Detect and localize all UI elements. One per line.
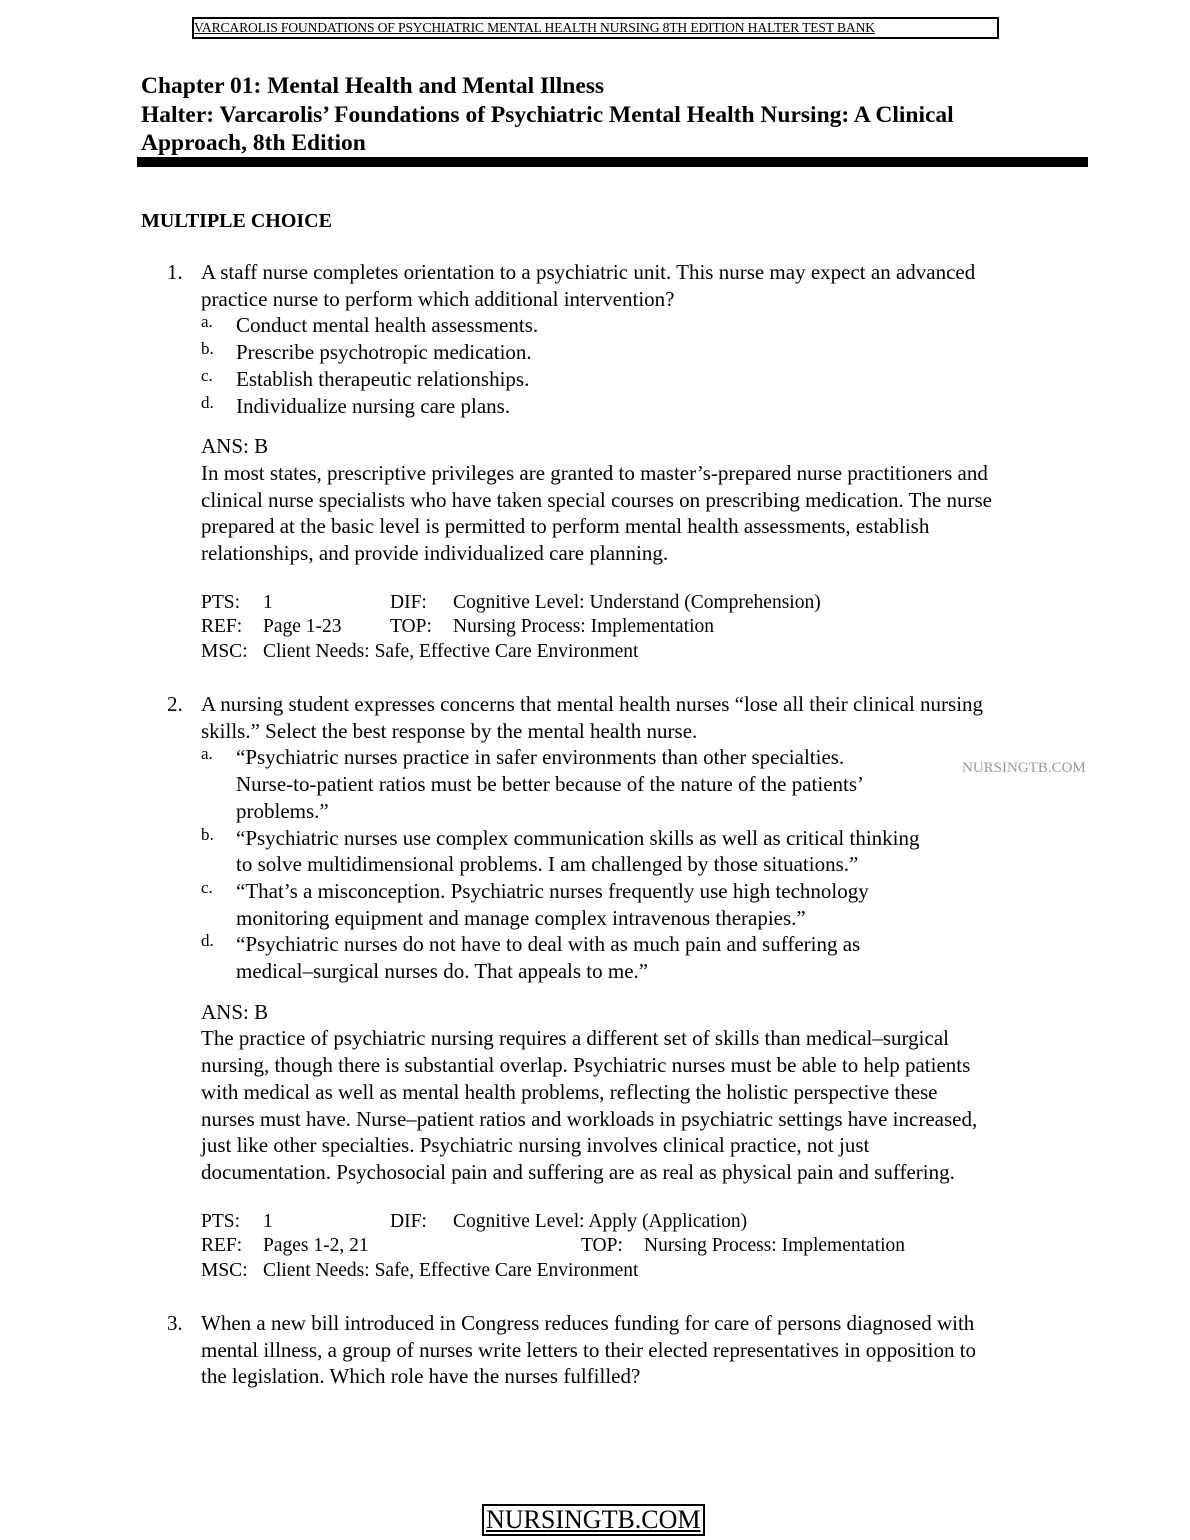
ref-label: REF:: [201, 616, 243, 638]
option-b: [201, 339, 1097, 366]
option-c: [201, 366, 1097, 393]
dif-value: Cognitive Level: Understand (Comprehension): [453, 591, 821, 613]
option-text: Establish therapeutic relationships.: [236, 366, 530, 391]
question-stem: [201, 1310, 1097, 1390]
stem-line: the legislation. Which role have the nurses fulfilled?: [201, 1364, 641, 1389]
option-text: “Psychiatric nurses do not have to deal with as much pain and suffering as: [236, 932, 861, 957]
option-text: Individualize nursing care plans.: [236, 393, 511, 418]
option-text: Prescribe psychotropic medication.: [236, 340, 532, 365]
top-label: TOP:: [390, 616, 432, 638]
msc-label: MSC:: [201, 640, 248, 662]
msc-value: Client Needs: Safe, Effective Care Environment: [263, 640, 639, 662]
rationale-line: relationships, and provide individualized care planning.: [201, 541, 669, 566]
title-line: Chapter 01: Mental Health and Mental Illness: [141, 73, 605, 99]
option-text: Conduct mental health assessments.: [236, 313, 539, 338]
option-b: [201, 825, 1097, 878]
option-text: problems.”: [236, 798, 329, 823]
title-line: Approach, 8th Edition: [141, 130, 366, 156]
stem-line: practice nurse to perform which additional intervention?: [201, 286, 675, 311]
title-divider: [137, 157, 1088, 167]
question-stem: [201, 259, 1097, 312]
question-number: 3.: [167, 1311, 183, 1335]
pts-label: PTS:: [201, 1210, 241, 1232]
msc-value: Client Needs: Safe, Effective Care Environment: [263, 1259, 639, 1281]
stem-line: A nursing student expresses concerns that mental health nurses “lose all their clinical nursing: [201, 692, 984, 716]
top-label: TOP:: [581, 1235, 623, 1257]
rationale-line: clinical nurse specialists who have taken special courses on prescribing medication. The nurse: [201, 487, 992, 512]
option-a: [201, 744, 1097, 824]
rationale-line: prepared at the basic level is permitted to perform mental health assessments, establish: [201, 514, 930, 539]
rationale-line: nursing, though there is substantial overlap. Psychiatric nurses must be able to help patients: [201, 1053, 971, 1078]
dif-value: Cognitive Level: Apply (Application): [453, 1210, 748, 1232]
stem-line: A staff nurse completes orientation to a psychiatric unit. This nurse may expect an advanced: [201, 260, 976, 284]
pts-label: PTS:: [201, 591, 241, 613]
rationale-line: just like other specialties. Psychiatric nursing involves clinical practice, not just: [201, 1133, 870, 1158]
option-letter: c.: [201, 877, 213, 897]
option-letter: c.: [201, 365, 213, 385]
ref-value: Pages 1-2, 21: [263, 1235, 369, 1257]
question-3: [167, 1310, 1097, 1390]
top-value: Nursing Process: Implementation: [644, 1235, 906, 1257]
question-number: 1.: [167, 260, 183, 284]
option-d: [201, 393, 1097, 420]
option-c: [201, 878, 1097, 931]
question-1: [167, 259, 1097, 664]
stem-line: mental illness, a group of nurses write letters to their elected representatives in opposition to: [201, 1337, 977, 1362]
dif-label: DIF:: [390, 1210, 427, 1232]
chapter-title: [141, 72, 954, 158]
option-letter: d.: [201, 931, 214, 951]
question-stem: [201, 691, 1097, 744]
option-text: monitoring equipment and manage complex intravenous therapies.”: [236, 905, 806, 930]
rationale: [201, 1025, 1097, 1185]
rationale-line: In most states, prescriptive privileges are granted to master’s-prepared nurse practitioners and: [201, 460, 988, 485]
option-letter: b.: [201, 824, 214, 844]
pts-value: 1: [263, 591, 273, 613]
header-banner: VARCAROLIS FOUNDATIONS OF PSYCHIATRIC MENTAL HEALTH NURSING 8TH EDITION HALTER TEST BANK: [192, 17, 999, 39]
option-letter: d.: [201, 392, 214, 412]
option-text: “Psychiatric nurses use complex communication skills as well as critical thinking: [236, 825, 920, 850]
question-meta: [201, 591, 1097, 665]
answer: ANS: B: [201, 999, 269, 1024]
section-heading: MULTIPLE CHOICE: [141, 210, 332, 232]
option-letter: b.: [201, 339, 214, 359]
rationale: [201, 460, 1097, 567]
option-letter: a.: [201, 744, 213, 764]
question-2: [167, 691, 1097, 1283]
question-number: 2.: [167, 692, 183, 716]
option-text: “That’s a misconception. Psychiatric nurses frequently use high technology: [236, 878, 869, 903]
option-text: medical–surgical nurses do. That appeals to me.”: [236, 959, 649, 984]
rationale-line: documentation. Psychosocial pain and suffering are as real as physical pain and suffering.: [201, 1159, 955, 1184]
answer: ANS: B: [201, 434, 269, 459]
option-letter: a.: [201, 312, 213, 332]
ref-label: REF:: [201, 1235, 243, 1257]
option-d: [201, 931, 1097, 984]
dif-label: DIF:: [390, 591, 427, 613]
msc-label: MSC:: [201, 1259, 248, 1281]
option-text: Nurse-to-patient ratios must be better because of the nature of the patients’: [236, 772, 865, 797]
question-meta: [201, 1210, 1097, 1284]
top-value: Nursing Process: Implementation: [453, 616, 715, 638]
option-text: to solve multidimensional problems. I am challenged by those situations.”: [236, 852, 859, 877]
rationale-line: with medical as well as mental health problems, reflecting the holistic perspective these: [201, 1079, 938, 1104]
watermark: NURSINGTB.COM: [962, 760, 1086, 776]
title-line: Halter: Varcarolis’ Foundations of Psychiatric Mental Health Nursing: A Clinical: [141, 101, 954, 128]
option-a: [201, 312, 1097, 339]
stem-line: skills.” Select the best response by the mental health nurse.: [201, 718, 698, 743]
rationale-line: nurses must have. Nurse–patient ratios and workloads in psychiatric settings have increased,: [201, 1106, 978, 1131]
option-text: “Psychiatric nurses practice in safer environments than other specialties.: [236, 745, 845, 770]
rationale-line: The practice of psychiatric nursing requires a different set of skills than medical–surgical: [201, 1026, 949, 1051]
footer-link[interactable]: NURSINGTB.COM: [482, 1504, 705, 1536]
pts-value: 1: [263, 1210, 273, 1232]
ref-value: Page 1-23: [263, 616, 342, 638]
stem-line: When a new bill introduced in Congress reduces funding for care of persons diagnosed with: [201, 1311, 975, 1335]
